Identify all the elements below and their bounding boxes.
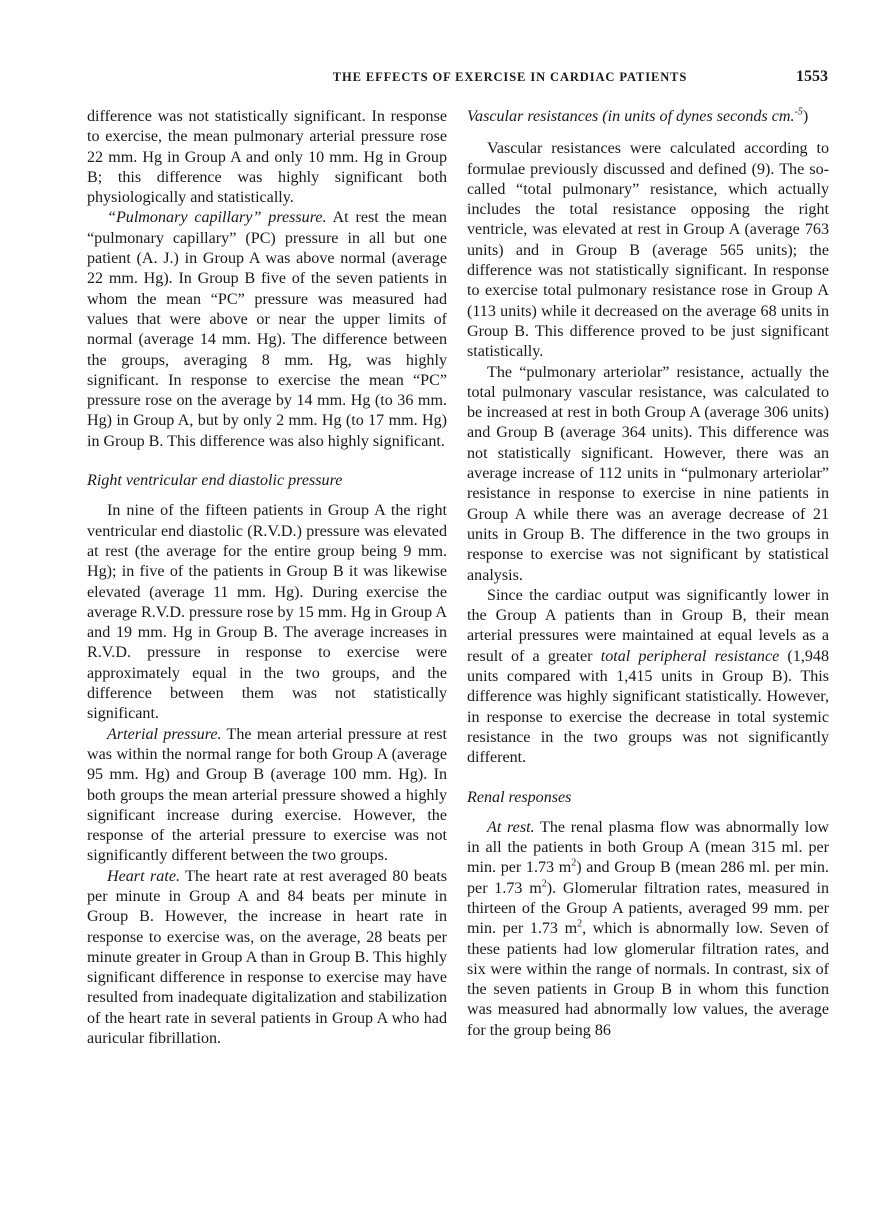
runin-heading-heart-rate: Heart rate. [107, 867, 180, 885]
paragraph-text: The heart rate at rest averaged 80 beats per minute in Group A and 84 beats per minute in Group B. However, the increase in heart rate in response to exercise was, on the average, 28 beats per minute greater in Group A than in Group B. This highly significant difference in response to exercise may have resulted from inadequate digitalization and stabilization of the heart rate in several patients in Group A who had auricular fibrillation. [87, 867, 447, 1048]
page-number: 1553 [796, 68, 828, 85]
paragraph-text: The mean arterial pressure at rest was within the normal range for both Group A (average 95 mm. Hg) and Group B (average 100 mm. Hg). In both groups the mean arterial pressure showed a highly significant increase during exercise. However, the response of the arterial pressure to exercise was not significantly different between the two groups. [87, 725, 447, 865]
section-heading-rvd: Right ventricular end diastolic pressure [87, 472, 343, 490]
spacer [467, 127, 829, 139]
superscript: 2 [541, 878, 547, 890]
paragraph-text: , which is abnormally low. Seven of these patients had low glomerular filtration rates, and six were within the range of normals. In contrast, six of the seven patients in Group B in whom this function was measured had abnormally low values, the average for the group being 86 [467, 920, 829, 1039]
paragraph-text: ) and Group B (mean 286 ml. per min. per 1.73 m [467, 859, 829, 897]
spacer [467, 769, 829, 788]
runin-heading-arterial-pressure: Arterial pressure. [107, 725, 222, 743]
paragraph-text: The renal plasma flow was abnormally low in all the patients in both Group A (mean 315 ml. per min. per 1.73 m [467, 818, 829, 877]
runin-heading-pulmonary-capillary: “Pulmonary capillary” pressure. [107, 209, 327, 227]
paragraph-text: Since the cardiac output was significantly lower in the Group A patients than in Group B, their mean arterial pressures were maintained at equal levels as a result of a greater [467, 586, 829, 665]
spacer [467, 808, 829, 818]
paragraph-text: (1,948 units compared with 1,415 units in Group B). This difference was highly significant statistically. However, in response to exercise the decrease in total systemic resistance in the two groups was not significantly different. [467, 647, 829, 767]
spacer [87, 491, 447, 501]
section-heading-vascular-resistances [467, 107, 829, 127]
emphasis-total-peripheral-resistance: total peripheral resistance [600, 647, 780, 665]
paragraph-text: Vascular resistances were calculated according to formulae previously discussed and defined (9). The so-called “total pulmonary” resistance, which actually includes the total resistance opposing the right ventricle, was elevated at rest in Group A (average 763 units) and in Group B (average 565 units); the difference was not statistically significant. In response to exercise total pulmonary resistance rose in Group A (113 units) while it decreased on the average 68 units in Group B. This difference proved to be just significant statistically. [467, 140, 829, 361]
paragraph-pulmonary-arterial-end [87, 107, 447, 208]
paragraph-text: The “pulmonary arteriolar” resistance, actually the total pulmonary vascular resistance, was calculated to be increased at rest in both Group A (average 306 units) and Group B (average 364 units). This difference was not statistically significant. However, there was an average increase of 112 units in “pulmonary arteriolar” resistance in response to exercise in nine patients in Group A while there was an average decrease of 21 units in Group B. The difference in the two groups in response to exercise was not significant by statistical analysis. [467, 363, 829, 584]
paragraph-total-pulmonary-resistance [467, 139, 829, 362]
right-column [467, 107, 829, 1041]
superscript: -5 [794, 106, 803, 118]
paragraph-pulmonary-arteriolar-resistance [467, 363, 829, 586]
spacer [87, 452, 447, 471]
heading-text: Vascular resistances (in units of dynes seconds cm. [467, 108, 795, 125]
paragraph-text: ). Glomerular filtration rates, measured in thirteen of the Group A patients, averaged 99 mm. per min. per 1.73 m [467, 879, 829, 938]
superscript: 2 [577, 918, 583, 930]
paragraph-peripheral-resistance [467, 586, 829, 769]
paragraph-text: In nine of the fifteen patients in Group A the right ventricular end diastolic (R.V.D.) pressure was elevated at rest (the average for the entire group being 9 mm. Hg); in five of the patients in Group B it was likewise elevated (average 11 mm. Hg). During exercise the average R.V.D. pressure rose by 15 mm. Hg in Group A and 19 mm. Hg in Group B. The average increases in R.V.D. pressure in response to exercise were approximately equal in the two groups, and the difference between them was not statistically significant. [87, 502, 447, 723]
paragraph-heart-rate [87, 867, 447, 1050]
left-column [87, 107, 447, 1049]
paragraph-text: difference was not statistically significant. In response to exercise, the mean pulmonary arterial pressure rose 22 mm. Hg in Group A and only 10 mm. Hg in Group B; this difference was highly significant both physiologically and statistically. [87, 108, 447, 207]
runin-heading-at-rest: At rest. [487, 818, 535, 836]
paragraph-arterial-pressure [87, 725, 447, 867]
paragraph-pulmonary-capillary [87, 208, 447, 452]
running-title: THE EFFECTS OF EXERCISE IN CARDIAC PATIENTS [332, 70, 688, 84]
running-head [0, 70, 890, 90]
superscript: 2 [571, 858, 577, 870]
section-heading-renal-responses: Renal responses [467, 788, 572, 806]
paragraph-rvd [87, 501, 447, 724]
paragraph-renal-at-rest [467, 818, 829, 1041]
paragraph-text: At rest the mean “pulmonary capillary” (PC) pressure in all but one patient (A. J.) in Group A was above normal (average 22 mm. Hg). In Group B five of the seven patients in whom the mean “PC” pressure was measured had values that were above or near the upper limits of normal (average 14 mm. Hg). The difference between the groups, averaging 8 mm. Hg, was highly significant. In response to exercise the mean “PC” pressure rose on the average by 14 mm. Hg (to 36 mm. Hg) in Group A, but by only 2 mm. Hg (to 17 mm. Hg) in Group B. This difference was also highly significant. [87, 209, 447, 450]
heading-text: ) [802, 108, 809, 125]
